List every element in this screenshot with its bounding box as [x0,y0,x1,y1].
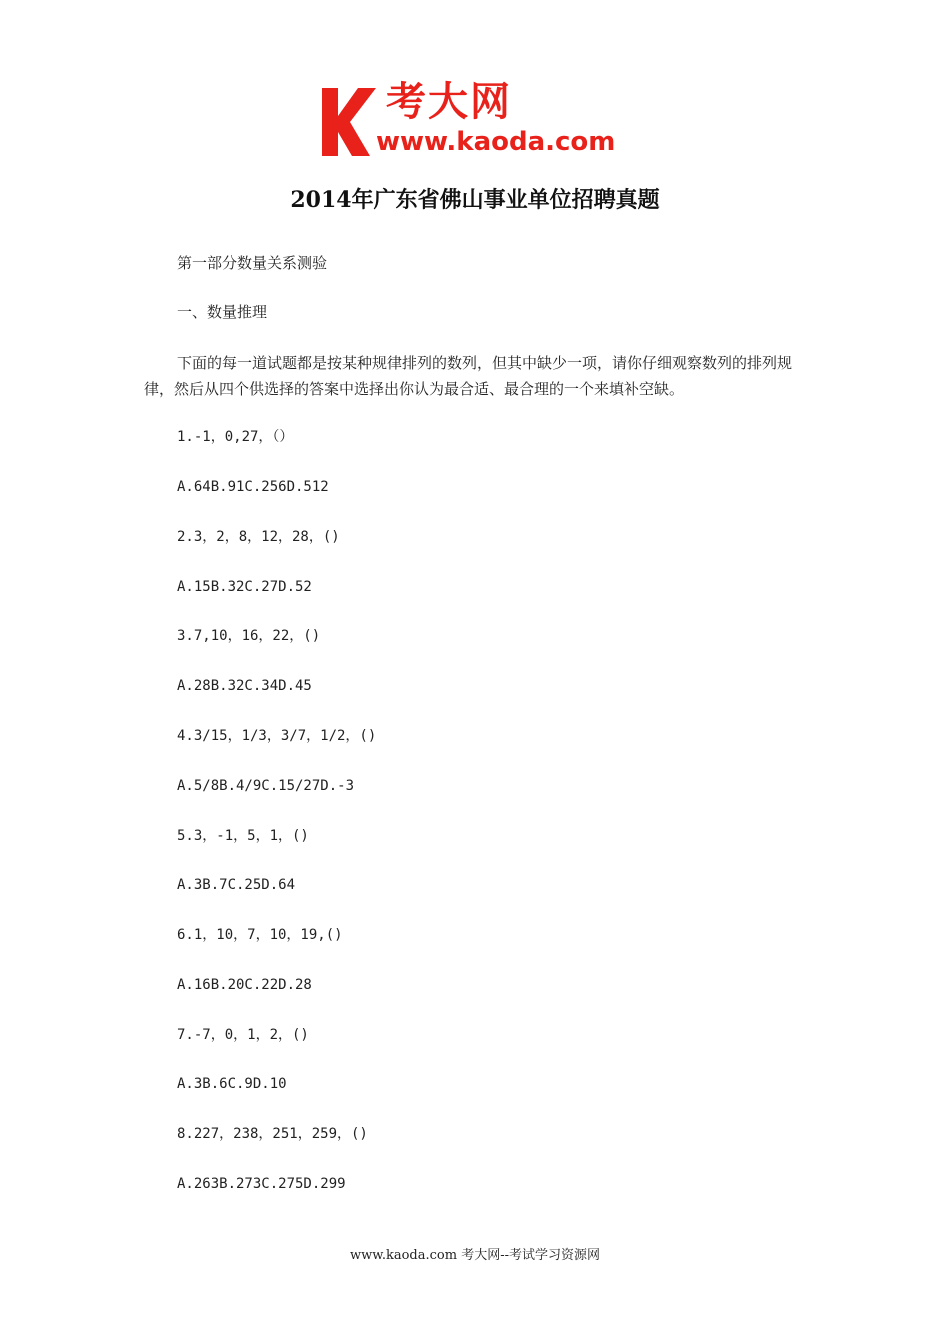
kaoda-logo [318,78,638,160]
question-7: 7.-7，0，1，2，() [177,1027,309,1043]
question-1: 1.-1，0,27，（） [177,429,294,445]
options-4: A.5/8B.4/9C.15/27D.-3 [177,778,355,794]
instructions-paragraph: 下面的每一道试题都是按某种规律排列的数列，但其中缺少一项，请你仔细观察数列的排列规律，然后从四个供选择的答案中选择出你认为最合适、最合理的一个来填补空缺。 [144,354,793,398]
options-2: A.15B.32C.27D.52 [177,579,312,595]
options-5: A.3B.7C.25D.64 [177,877,296,893]
question-2: 2.3，2，8，12，28，() [177,529,340,545]
question-5: 5.3，-1，5，1，() [177,828,309,844]
logo-brand-cn: 考大网 [386,79,512,125]
page-footer: www.kaoda.com 考大网--考试学习资源网 [350,1248,600,1263]
options-1: A.64B.91C.256D.512 [177,479,329,495]
options-3: A.28B.32C.34D.45 [177,678,312,694]
options-6: A.16B.20C.22D.28 [177,977,312,993]
question-3: 3.7,10，16，22，() [177,628,321,644]
subsection-heading: 一、数量推理 [177,303,268,321]
question-4: 4.3/15，1/3，3/7，1/2，() [177,728,377,744]
question-8: 8.227，238，251，259，() [177,1126,368,1142]
k-logo-icon [318,82,380,158]
options-7: A.3B.6C.9D.10 [177,1076,287,1092]
options-8: A.263B.273C.275D.299 [177,1176,346,1192]
logo-brand-url: www.kaoda.com [376,127,616,157]
section-heading: 第一部分数量关系测验 [177,254,328,272]
question-6: 6.1，10，7，10，19,() [177,927,343,943]
page-title: 2014年广东省佛山事业单位招聘真题 [290,187,660,213]
